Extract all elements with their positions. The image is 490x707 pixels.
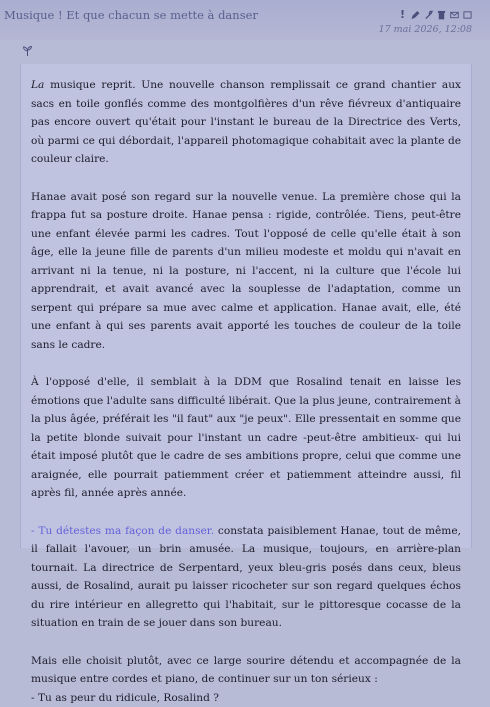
message-body [20, 64, 472, 548]
mail-icon[interactable] [450, 9, 459, 20]
post-date: 17 mai 2026, 12:08 [379, 24, 472, 35]
paragraph-3: À l'opposé d'elle, il semblait à la DDM que Rosalind tenait en laisse les émotions que l'adulte sans difficulté libérait. Que la plus jeune, contrairement à la plus âgée, préférait les "il faut" aux "je peux". Elle pressentait en somme que la petite blonde suivait pour l'instant un cadre -peut-être ambitieux- qui lui était imposé plutôt que le cadre de ses ambitions propre, celui que comme une araignée, elle pourrait patiemment créer et patiemment atteindre aussi, fil après fil, année après année. [31, 373, 461, 503]
paragraph-2: Hanae avait posé son regard sur la nouvelle venue. La première chose qui la frappa fut sa posture droite. Hanae pensa : rigide, contrôlée. Tiens, peut-être une enfant élevée parmi les cadres. Tout l'opposé de celle qu'elle était à son âge, elle la jeune fille de parents d'un milieu modeste et moldu qui n'avait en arrivant ni la tenue, ni la posture, ni l'accent, ni la culture que l'école lui apprendrait, et avait avancé avec la souplesse de l'adaptation, comme un serpent qui prépare sa mue avec calme et application. Hanae avait, elle, été une enfant à qui ses parents avait apporté les touches de couleur de la toile sans le cadre. [31, 188, 461, 355]
edit-pencil-icon[interactable] [411, 9, 420, 20]
checkbox-icon[interactable] [463, 9, 472, 20]
first-word: La [31, 79, 44, 91]
dialogue-line: - Tu as peur du ridicule, Rosalind ? [31, 689, 461, 707]
paragraph-1-text: musique reprit. Une nouvelle chanson remplissait ce grand chantier aux sacs en toile gonflés comme des montgolfières d'un rêve fiévreux d'antiquaire pas encore ouvert qu'était pour l'instant le bureau de la Directrice des Verts, où parmi ce qui débordait, l'appareil photomagique cohabitait avec la plante de couleur claire. [31, 79, 461, 165]
post-title[interactable]: Musique ! Et que chacun se mette à danser [4, 8, 258, 22]
post-header [0, 0, 490, 40]
paragraph-5: Mais elle choisit plutôt, avec ce large sourire détendu et accompagnée de la musique entre cordes et piano, de continuer sur un ton sérieux : [31, 652, 461, 689]
plant-icon [22, 45, 33, 57]
post-toolbar [398, 9, 472, 20]
wrench-icon[interactable] [424, 9, 433, 20]
exclamation-icon[interactable]: ! [398, 9, 407, 20]
dialogue-line: - Tu détestes ma façon de danser. [31, 525, 214, 537]
paragraph-4-text: constata paisiblement Hanae, tout de même, il fallait l'avouer, un brin amusée. La musique, toujours, en arrière-plan tournait. La directrice de Serpentard, yeux bleu-gris posés dans ceux, bleus aussi, de Rosalind, aurait pu laisser ricocheter sur son regard quelques échos du rire intérieur en allegretto qui l'habitait, sur le pittoresque cocasse de la situation en train de se jouer dans son bureau. [31, 525, 461, 630]
paragraph-4 [31, 522, 461, 633]
trash-icon[interactable] [437, 9, 446, 20]
paragraph-1 [31, 76, 461, 169]
